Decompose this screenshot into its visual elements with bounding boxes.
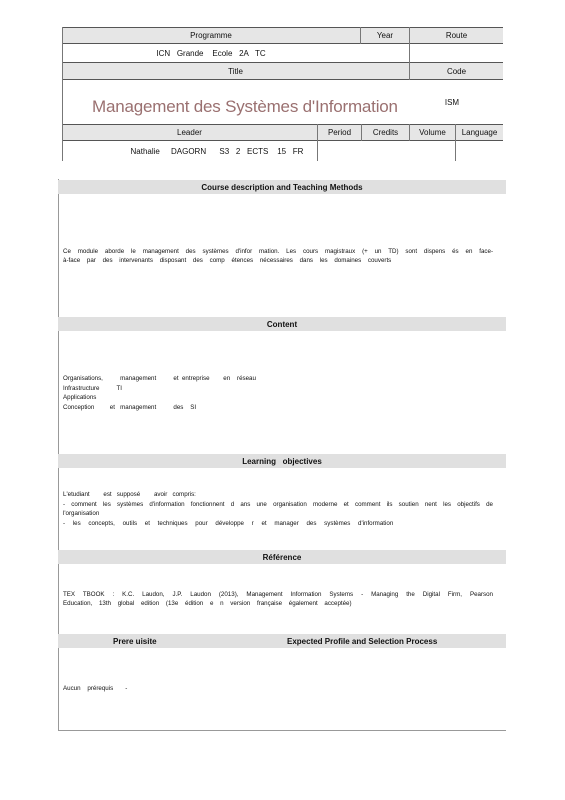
content-list: [63, 374, 256, 412]
course-code: ISM: [444, 97, 460, 107]
credits-header: Credits: [362, 125, 409, 140]
reference-header: Référence: [58, 550, 506, 564]
year-header: Year: [361, 28, 409, 43]
reference-text: TEX TBOOK : K.C. Laudon, J.P. Laudon (2013), Management Information Systems - Managing the Digital Firm, Pearson Education, 13th global edition (13e édition e n version française également acceptée): [63, 591, 493, 607]
course-title: Management des Systèmes d'Information: [92, 97, 398, 116]
content-item: Applications: [63, 394, 97, 401]
language-header: Language: [456, 125, 503, 140]
code-header: Code: [410, 63, 503, 79]
route-header: Route: [410, 28, 503, 43]
period-header: Period: [318, 125, 361, 140]
expected-profile-header: Expected Profile and Selection Process: [287, 637, 438, 646]
content-header: Content: [58, 317, 506, 331]
prerequisite-text: Aucun prérequis -: [63, 685, 128, 692]
learning-objectives-text: [63, 490, 493, 528]
programme-value: ICN Grande Ecole 2A TC: [156, 48, 266, 58]
learning-objectives-header: Learning objectives: [58, 454, 506, 468]
prerequisite-header: Prere uisite: [113, 637, 157, 646]
title-header: Title: [62, 63, 409, 79]
content-item: Organisations, management et entreprise en réseau: [63, 375, 256, 382]
objective-line: - les concepts, outils et techniques pour développe r et manager des systèmes d'information: [63, 519, 394, 527]
course-description-header: Course description and Teaching Methods: [58, 180, 506, 194]
objective-line: - comment les systèmes d'information fonctionnent d ans une organisation moderne et comment ils soutien nent les objectifs de l'organisation: [63, 500, 493, 517]
objective-line: L'etudiant est supposé avoir compris:: [63, 491, 196, 498]
programme-header: Programme: [62, 28, 360, 43]
leader-value: Nathalie DAGORN S3 2 ECTS 15 FR: [130, 146, 304, 156]
content-item: Infrastructure TI: [63, 384, 123, 392]
content-item: Conception et management des SI: [63, 403, 197, 411]
leader-header: Leader: [62, 125, 317, 140]
course-description-text: Ce module aborde le management des systèmes d'infor mation. Les cours magistraux (+ un TD) sont dispens és en face-à-face par des intervenants disposant des comp étences nécessaires dans les domaines couverts: [63, 248, 493, 264]
volume-header: Volume: [410, 125, 455, 140]
